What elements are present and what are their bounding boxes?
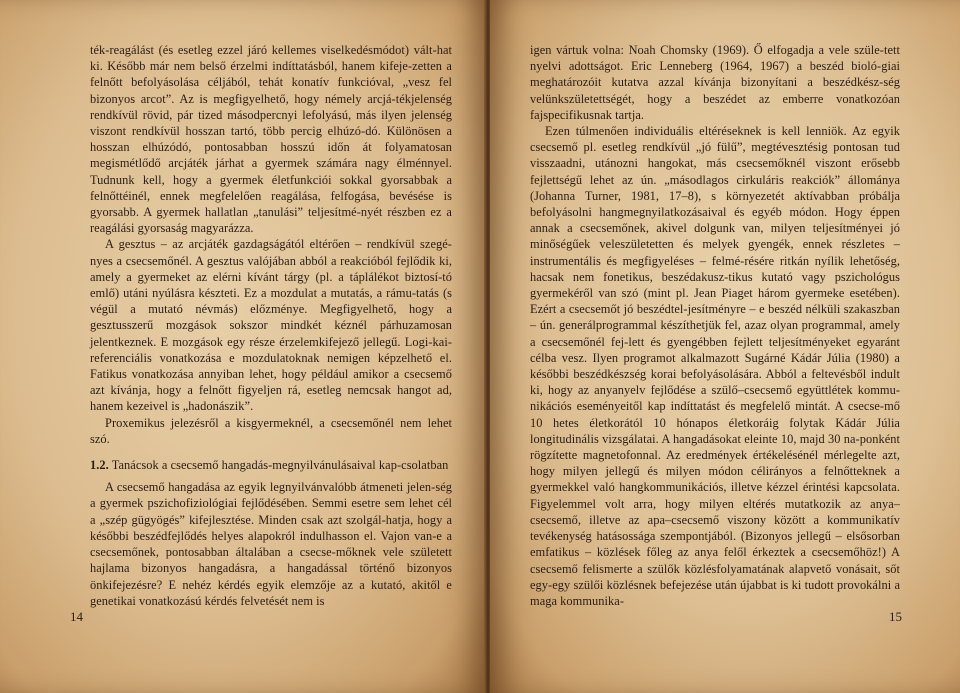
paragraph: igen vártuk volna: Noah Chomsky (1969). Ő elfogadja a vele szüle-tett nyelvi adottságot. Eric Lenneberg (1964, 1967) a beszéd bioló-giai meghatározóit kutatva azzal kívánja bizonyítani a beszédkész-ség velünkszületettségét, hogy a beszédet az emberre vonatkozóan fajspecifikusnak tartja. (530, 43, 900, 122)
paragraph: Proxemikus jelezésről a kisgyermeknél, a csecsemőnél nem lehet szó. (90, 415, 452, 446)
paragraph: A gesztus – az arcjáték gazdagságától eltérően – rendkívül szegé-nyes a csecsemőnél. A gesztus valójában abból a reakcióból fejlődik ki, amely a gyermeket az elérni kívánt tárgy (pl. a táplálékot biztosí-tó emlő) utáni nyúlásra készteti. Ez a mozdulat a mutatás, a rámu-tatás (s végül a mutató névmás) előzménye. Megfigyelhető, hogy a gesztusszerű mozgások sokszor mindkét kéznél párhuzamosan jelentkeznek. E mozgások egy része érzelemkifejező jellegű. Logi-kai-referenciális vonatkozása e mozdulatoknak nemigen képzelhető el. Fatikus vonatkozása annyiban lehet, hogy például amikor a csecsemő azt kívánja, hogy a felnőtt figyeljen rá, esetleg nemcsak hangot ad, hanem kezeivel is „hadonászik”. (90, 237, 452, 414)
section-heading-text: Tanácsok a csecsemő hangadás-megnyilvánulásaival kap-csolatban (111, 458, 449, 473)
paragraph: ték-reagálást (és esetleg ezzel járó kellemes viselkedésmódot) vált-hat ki. Később már nem belső érzelmi indíttatásból, hanem kifeje-zetten a felnőtt befolyásolása céljából, tehát konatív funkcióval, „vesz fel bizonyos arcot”. Az is megfigyelhető, hogy némely arcjá-tékjelenség rendkívül rövid, pár tized másodpercnyi lefolyású, más ilyen jelenség viszont rendkívül hosszan tartó, több percig elhúzó-dó. Különösen a hosszan elhúzódó, pontosabban hosszú időn át folyamatosan megismétlődő arcjáték járhat a gyermek számára nagy élménnyel. Tudnunk kell, hogy a gyermek életfunkciói sokkal gyorsabbak a felnőttéinél, ennek megfelelően reagálása, felfogása, bevésése is gyorsabb. A gyermek hallatlan „tanulási” teljesítmé-nyét részben ez a reagálási gyorsaság magyarázza. (90, 43, 452, 236)
section-heading (90, 457, 452, 473)
right-page (490, 0, 960, 693)
right-text-block (530, 42, 900, 609)
paragraph: Ezen túlmenően individuális eltéréseknek is kell lenniök. Az egyik csecsemő pl. esetleg rendkívül „jó fülű”, megtévesztésig pontosan tud visszaadni, utánozni hangokat, más csecsemőknél viszont erősebb fejlettségű lehet az ún. „másodlagos cirkuláris reakciók” állománya (Johanna Turner, 1981, 17–8), s környezetét aktívabban próbálja befolyásolni hangmegnyilatkozásaival és egyéb módon. Hogy éppen annak a csecsemőnek, akivel dolgunk van, milyen teljesítményei jó minőségűek veleszületetten és melyek gyengék, ennek részletes – instrumentális és megfigyeléses – felmé-résére ritkán nyílik lehetőség, hacsak nem fonetikus, beszédakusz-tikus kutató vagy pszichológus gyermekéről van szó (mint pl. Jean Piaget három gyermeke esetében). Ezért a csecsemőt jó beszédtel-jesítményre – e beszéd nélküli szakaszban – ún. generálprogrammal készíthetjük fel, azaz olyan programmal, amely a csecsemőnél fej-lett és gyengébben fejlett teljesítményeket egyaránt célba vesz. Ilyen programot alkalmazott Sugárné Kádár Júlia (1980) a későbbi beszédkészség korai befolyásolására. Abból a feltevésből indult ki, hogy az anyanyelv fejlődése a szülő–csecsemő együttlétek kommu-nikációs eseményeitől kap indíttatást és megfelelő mintát. A csecse-mő 10 hetes életkorától 10 hónapos életkoráig folytak Kádár Júlia longitudinális vizsgálatai. A hangadásokat eleinte 10, majd 30 na-ponként rögzítette magnetofonnal. Az eredmények értékelésénél mérlegelte azt, hogy milyen jellegű és milyen módon célirányos a felnőtteknek a gyermekkel való hangkommunikációs, illetve kézzel érintési kapcsolata. Figyelemmel volt arra, hogy milyen eltérés mutatkozik az anya–csecsemő, illetve az apa–csecsemő viszony között a kommunikatív tevékenység hatásossága szempontjából. (Bizonyos jellegű – elsősorban emfatikus – közlések főleg az anya felől érkeztek a csecsemőhöz!) A csecsemő felismerte a szülők közlésfolyamatának alapvető vonásait, sőt egy-egy szülői közlésnek befejezése után újabbat is ki tudott provokálni a maga kommunika- (530, 124, 900, 608)
page-number: 15 (889, 609, 902, 624)
paragraph: A csecsemő hangadása az egyik legnyilvánvalóbb átmeneti jelen-ség a gyermek pszichofiziológiai fejlődésében. Semmi esetre sem lehet cél a „szép gügyögés” kifejlesztése. Minden csak azt szolgál-hatja, hogy a későbbi beszédfejlődés helyes alapokról indulhasson el. Vajon van-e a csecsemőnek, pontosabban általában a csecse-mőknek vele született hajlama bizonyos hangadásra, a hangadással történő bizonyos önkifejezésre? E nehéz kérdés egyik elemzője az a kutató, akitől e genetikai vonatkozású kérdés felvetését nem is (90, 480, 452, 608)
left-text-block (90, 42, 452, 609)
page-number: 14 (70, 609, 83, 624)
section-heading-number: 1.2. (90, 458, 109, 473)
